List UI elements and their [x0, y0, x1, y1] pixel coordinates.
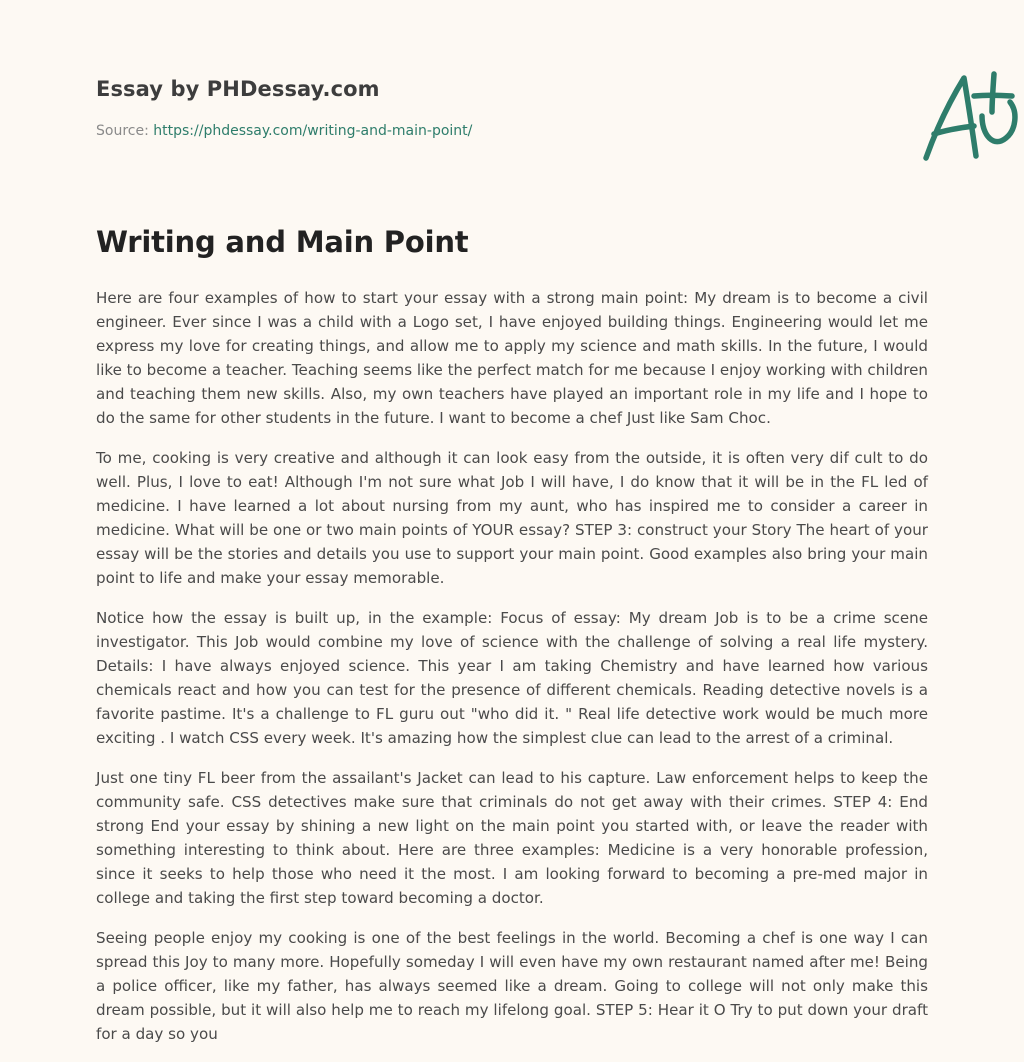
essay-paragraph: Here are four examples of how to start your essay with a strong main point: My dream is to become a civil engineer. Ever since I was a child with a Logo set, I have enjoyed building things. Engineering would let me express my love for creating things, and allow me to apply my science and math skills. In the future, I would like to become a teacher. Teaching seems like the perfect match for me because I enjoy working with children and teaching them new skills. Also, my own teachers have played an important role in my life and I hope to do the same for other students in the future. I want to become a chef Just like Sam Choc. — [96, 289, 928, 427]
essay-paragraph: To me, cooking is very creative and although it can look easy from the outside, it is often very dif cult to do well. Plus, I love to eat! Although I'm not sure what Job I will have, I do know that it will be in the FL led of medicine. I have learned a lot about nursing from my aunt, who has inspired me to consider a career in medicine. What will be one or two main points of YOUR essay? STEP 3: construct your Story The heart of your essay will be the stories and details you use to support your main point. Good examples also bring your main point to life and make your essay memorable. — [96, 449, 928, 587]
essay-paragraph: Just one tiny FL beer from the assailant's Jacket can lead to his capture. Law enforcement helps to keep the community safe. CSS detectives make sure that criminals do not get away with their crimes. STEP 4: End strong End your essay by shining a new light on the main point you started with, or leave the reader with something interesting to think about. Here are three examples: Medicine is a very honorable profession, since it seeks to help those who need it the most. I am looking forward to becoming a pre-med major in college and taking the first step toward becoming a doctor. — [96, 769, 928, 907]
a-plus-grade-icon — [912, 68, 1024, 168]
source-label: Source: — [96, 123, 149, 139]
essay-paragraph: Seeing people enjoy my cooking is one of the best feelings in the world. Becoming a chef is one way I can spread this Joy to many more. Hopefully someday I will even have my own restaurant named after me! Being a police officer, like my father, has always seemed like a dream. Going to college will not only make this dream possible, but it will also help me to reach my lifelong goal. STEP 5: Hear it O Try to put down your draft for a day so you — [96, 929, 928, 1043]
essay-title: Writing and Main Point — [96, 225, 469, 259]
source-line — [96, 123, 472, 139]
essay-paragraph: Notice how the essay is built up, in the example: Focus of essay: My dream Job is to be a crime scene investigator. This Job would combine my love of science with the challenge of solving a real life mystery. Details: I have always enjoyed science. This year I am taking Chemistry and have learned how various chemicals react and how you can test for the presence of different chemicals. Reading detective novels is a favorite pastime. It's a challenge to FL guru out "who did it. " Real life detective work would be much more exciting . I watch CSS every week. It's amazing how the simplest clue can lead to the arrest of a criminal. — [96, 609, 928, 747]
source-link[interactable]: https://phdessay.com/writing-and-main-point/ — [153, 123, 473, 139]
site-brand: Essay by PHDessay.com — [96, 77, 380, 101]
essay-body — [96, 286, 928, 1062]
